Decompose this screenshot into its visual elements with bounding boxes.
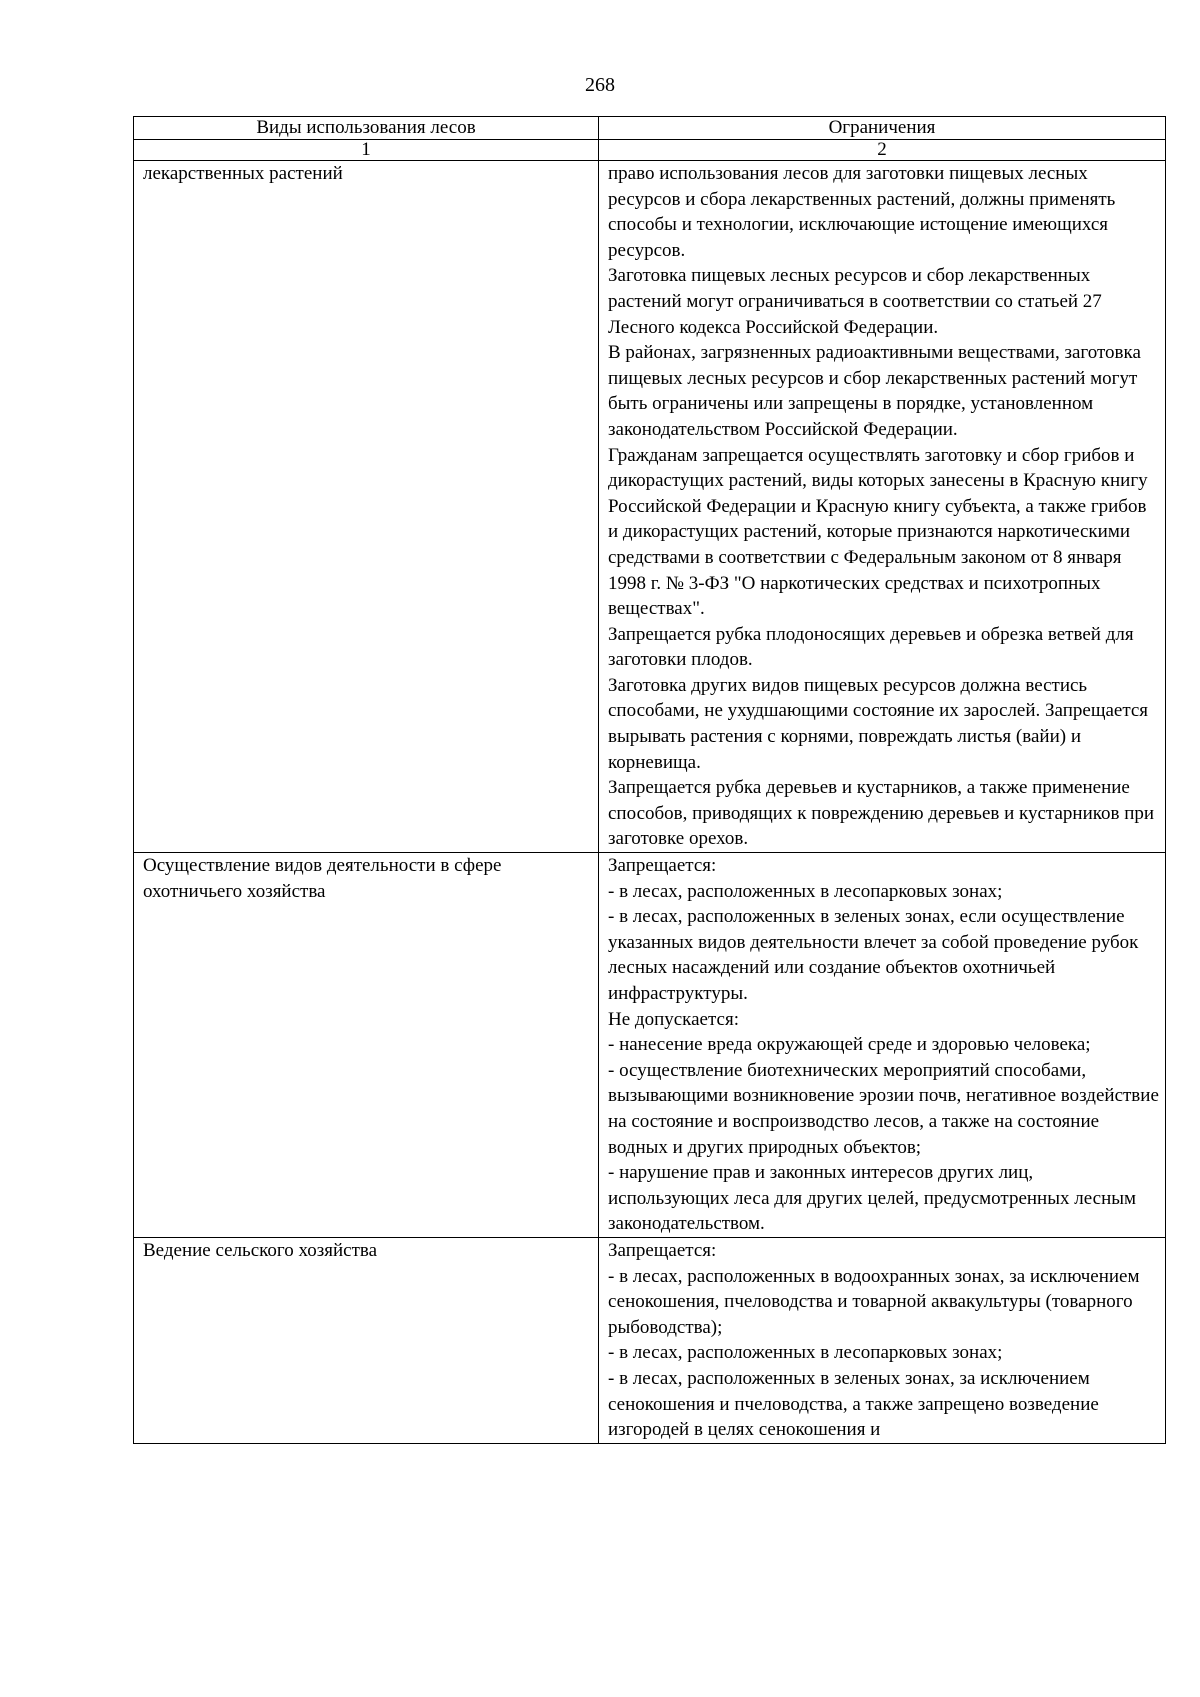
restrictions-cell — [599, 1237, 1166, 1443]
forest-use-restrictions-table — [133, 116, 1166, 1444]
restriction-paragraph: - в лесах, расположенных в лесопарковых зонах; — [608, 880, 1003, 902]
restriction-paragraph: - осуществление биотехнических мероприятий способами, вызывающими возникновение эрозии почв, негативное воздействие на состояние и воспроизводство лесов, а также на состояние водных и других природных объектов; — [608, 1059, 1159, 1158]
header-use-types: Виды использования лесов — [134, 117, 599, 140]
page-number: 268 — [585, 74, 615, 96]
restriction-paragraph: - в лесах, расположенных в зеленых зонах, если осуществление указанных видов деятельности влечет за собой проведение рубок лесных насаждений или создание объектов охотничьей инфраструктуры. — [608, 906, 1139, 1004]
restrictions-cell — [599, 161, 1166, 853]
column-number-1: 1 — [134, 140, 599, 161]
use-type-cell: лекарственных растений — [134, 161, 599, 853]
table-row — [134, 1237, 1166, 1443]
restriction-paragraph: Запрещается рубка плодоносящих деревьев и обрезка ветвей для заготовки плодов. — [608, 623, 1134, 671]
header-row — [134, 117, 1166, 140]
restriction-paragraph: Не допускается: — [608, 1008, 739, 1030]
header-restrictions: Ограничения — [599, 117, 1166, 140]
table-row — [134, 161, 1166, 853]
use-type-cell: Осуществление видов деятельности в сфере охотничьего хозяйства — [134, 853, 599, 1238]
restriction-paragraph: - нарушение прав и законных интересов других лиц, использующих леса для других целей, предусмотренных лесным законодательством. — [608, 1162, 1137, 1235]
restriction-paragraph: - в лесах, расположенных в зеленых зонах, за исключением сенокошения и пчеловодства, а также запрещено возведение изгородей в целях сенокошения и — [608, 1367, 1099, 1441]
restriction-paragraph: право использования лесов для заготовки пищевых лесных ресурсов и сбора лекарственных растений, должны применять способы и технологии, исключающие истощение имеющихся ресурсов. — [608, 163, 1116, 261]
restriction-paragraph: Запрещается: — [608, 1239, 717, 1261]
column-number-row — [134, 140, 1166, 161]
restriction-paragraph: - в лесах, расположенных в водоохранных зонах, за исключением сенокошения, пчеловодства и товарной аквакультуры (товарного рыбоводства); — [608, 1265, 1140, 1338]
table-header — [134, 117, 1166, 161]
restriction-paragraph: Гражданам запрещается осуществлять заготовку и сбор грибов и дикорастущих растений, виды которых занесены в Красную книгу Российской Федерации и Красную книгу субъекта, а также грибов и дикорастущих растений, которые признаются наркотическими средствами в соответствии с Федеральным законом от 8 января 1998 г. № 3-ФЗ "О наркотических средствах и психотропных веществах". — [608, 444, 1148, 620]
restriction-paragraph: Запрещается рубка деревьев и кустарников, а также применение способов, приводящих к повреждению деревьев и кустарников при заготовке орехов. — [608, 777, 1155, 850]
restrictions-cell — [599, 853, 1166, 1238]
restriction-paragraph: Заготовка других видов пищевых ресурсов должна вестись способами, не ухудшающими состояние их зарослей. Запрещается вырывать растения с корнями, повреждать листья (вайи) и корневища. — [608, 674, 1149, 773]
restriction-paragraph: - в лесах, расположенных в лесопарковых зонах; — [608, 1342, 1003, 1364]
table-body — [134, 161, 1166, 1444]
restriction-paragraph: - нанесение вреда окружающей среде и здоровью человека; — [608, 1034, 1091, 1056]
table-row — [134, 853, 1166, 1238]
restriction-paragraph: Запрещается: — [608, 855, 717, 877]
use-type-cell: Ведение сельского хозяйства — [134, 1237, 599, 1443]
restriction-paragraph: В районах, загрязненных радиоактивными веществами, заготовка пищевых лесных ресурсов и сбор лекарственных растений могут быть ограничены или запрещены в порядке, установленном законодательством Российской Федерации. — [608, 342, 1141, 440]
restriction-paragraph: Заготовка пищевых лесных ресурсов и сбор лекарственных растений могут ограничиваться в соответствии со статьей 27 Лесного кодекса Российской Федерации. — [608, 265, 1102, 338]
column-number-2: 2 — [599, 140, 1166, 161]
